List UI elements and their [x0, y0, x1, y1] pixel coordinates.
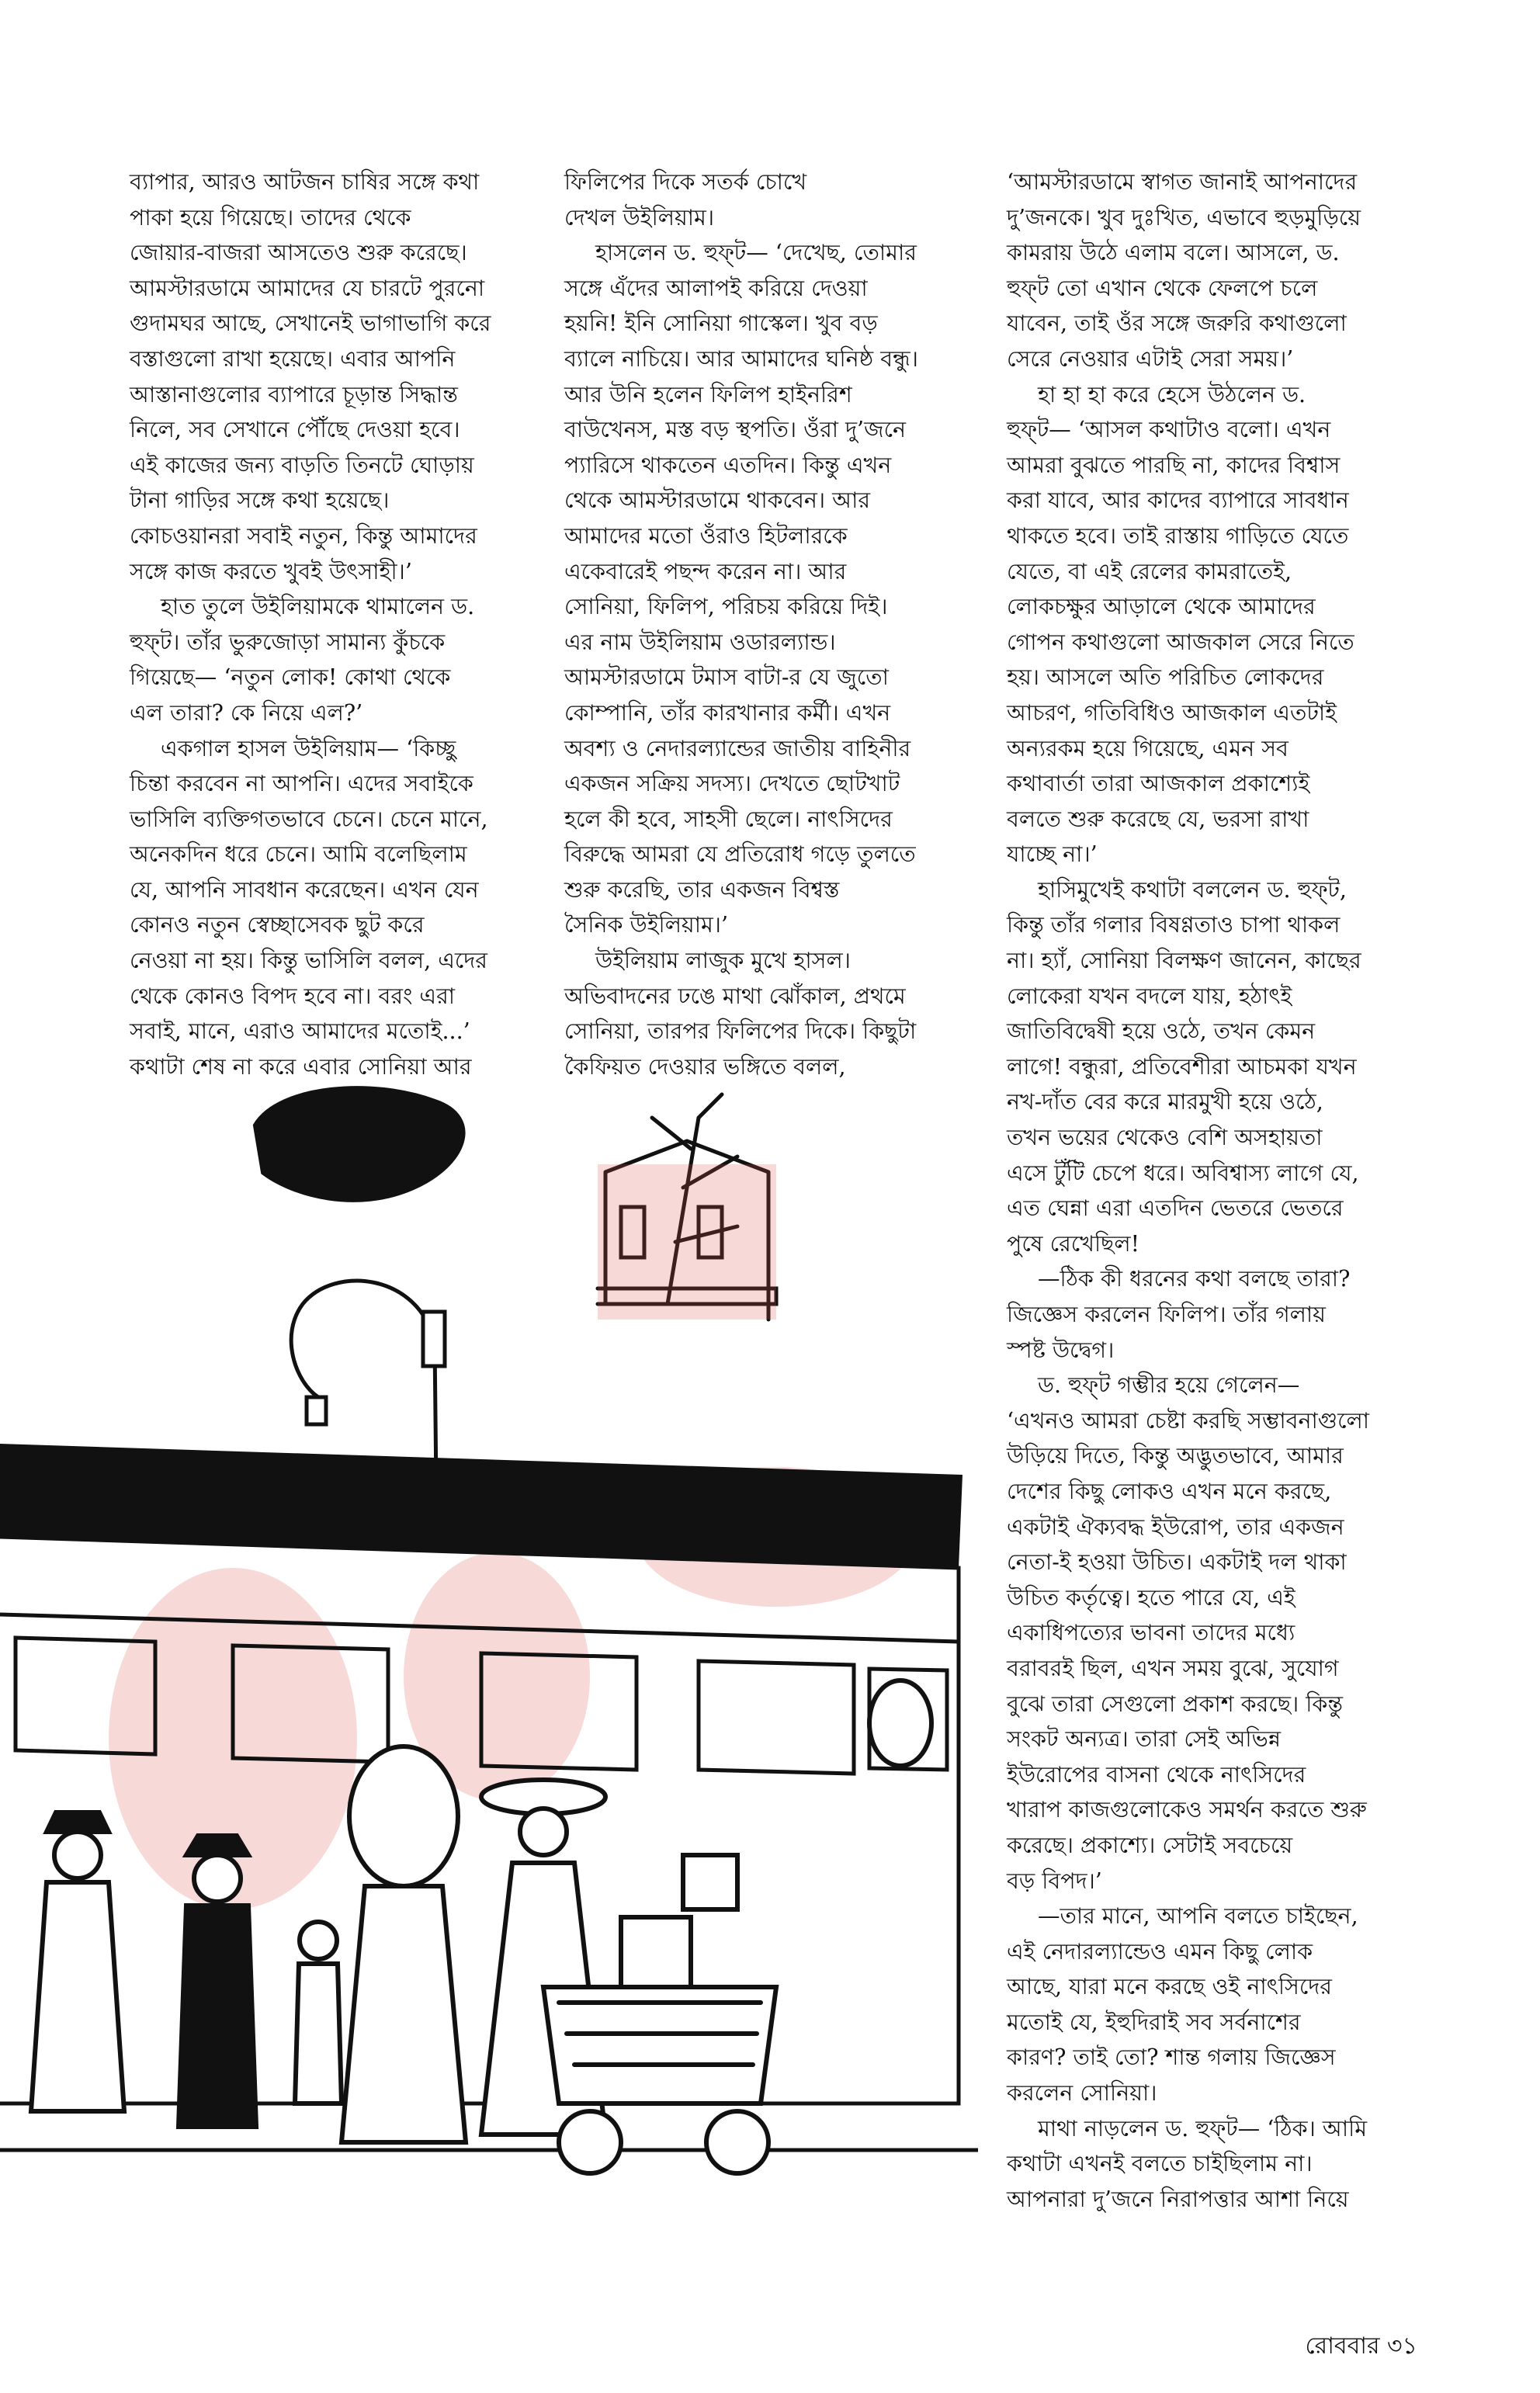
paragraph: হা হা হা করে হেসে উঠলেন ড. হুফ্‌ট— ‘আসল কথাটাও বলো। এখন আমরা বুঝতে পারছি না, কাদের বিশ্বাস করা যাবে, আর কাদের ব্যাপারে সাবধান থাকতে হবে। তাই রাস্তায় গাড়িতে যেতে যেতে, বা এই রেলের কামরাতেই, লোকচক্ষুর আড়ালে থেকে আমাদের গোপন কথাগুলো আজকাল সেরে নিতে হয়। আসলে অতি পরিচিত লোকদের আচরণ, গতিবিধিও আজকাল এতটাই অন্যরকম হয়ে গিয়েছে, এমন সব কথাবার্তা তারা আজকাল প্রকাশ্যেই বলতে শুরু করেছে যে, ভরসা রাখা যাচ্ছে না।’ — [1007, 381, 1354, 868]
paragraph: উইলিয়াম লাজুক মুখে হাসল। অভিবাদনের ঢঙে মাথা ঝোঁকাল, প্রথমে সোনিয়া, তারপর ফিলিপের দিকে। কিছুটা কৈফিয়ত দেওয়ার ভঙ্গিতে বলল, — [564, 948, 917, 1080]
paragraph: একগাল হাসল উইলিয়াম— ‘কিচ্ছু চিন্তা করবেন না আপনি। এদের সবাইকে ভাসিলি ব্যক্তিগতভাবে চেনে। চেনে মানে, অনেকদিন ধরে চেনে। আমি বলেছিলাম যে, আপনি সাবধান করেছেন। এখন যেন কোনও নতুন স্বেচ্ছাসেবক ছুট করে নেওয়া না হয়। কিন্তু ভাসিলি বলল, এদের থেকে কোনও বিপদ হবে না। বরং এরা সবাই, মানে, এরাও আমাদের মতোই...’ কথাটা শেষ না করে এবার সোনিয়া আর — [130, 735, 488, 1080]
text-column-3 — [1007, 165, 1441, 2217]
paragraph: ড. হুফ্‌ট গম্ভীর হয়ে গেলেন— ‘এখনও আমরা চেষ্টা করছি সম্ভাবনাগুলো উড়িয়ে দিতে, কিন্তু অদ্ভুতভাবে, আমার দেশের কিছু লোকও এখন মনে করছে, একটাই ঐক্যবদ্ধ ইউরোপ, তার একজন নেতা-ই হওয়া উচিত। একটাই দল থাকা উচিত কর্তৃত্বে। হতে পারে যে, এই একাধিপত্যের ভাবনা তাদের মধ্যে বরাবরই ছিল, এখন সময় বুঝে, সুযোগ বুঝে তারা সেগুলো প্রকাশ করছে। কিন্তু সংকট অন্যত্র। তারা সেই অভিন্ন ইউরোপের বাসনা থেকে নাৎসিদের খারাপ কাজগুলোকেও সমর্থন করতে শুরু করেছে। প্রকাশ্যে। সেটাই সবচেয়ে বড় বিপদ।’ — [1007, 1372, 1370, 1894]
paragraph: ফিলিপের দিকে সতর্ক চোখে দেখল উইলিয়াম। — [564, 169, 807, 231]
paragraph: ব্যাপার, আরও আটজন চাষির সঙ্গে কথা পাকা হয়ে গিয়েছে। তাদের থেকে জোয়ার-বাজরা আসতেও শুরু করেছে। আমস্টারডামে আমাদের যে চারটে পুরনো গুদামঘর আছে, সেখানেই ভাগাভাগি করে বস্তাগুলো রাখা হয়েছে। এবার আপনি আস্তানাগুলোর ব্যাপারে চূড়ান্ত সিদ্ধান্ত নিলে, সব সেখানে পৌঁছে দেওয়া হবে। এই কাজের জন্য বাড়তি তিনটে ঘোড়ায় টানা গাড়ির সঙ্গে কথা হয়েছে। কোচওয়ানরা সবাই নতুন, কিন্তু আমাদের সঙ্গে কাজ করতে খুবই উৎসাহী।’ — [130, 169, 491, 584]
paragraph: —ঠিক কী ধরনের কথা বলছে তারা? জিজ্ঞেস করলেন ফিলিপ। তাঁর গলায় স্পষ্ট উদ্বেগ। — [1007, 1266, 1351, 1363]
paragraph: মাথা নাড়লেন ড. হুফ্‌ট— ‘ঠিক। আমি কথাটা এখনই বলতে চাইছিলাম না। আপনারা দু’জনে নিরাপত্তার আশা নিয়ে — [1007, 2115, 1368, 2212]
paragraph: হাসিমুখেই কথাটা বললেন ড. হুফ্‌ট, কিন্তু তাঁর গলার বিষণ্ণতাও চাপা থাকল না। হ্যাঁ, সোনিয়া বিলক্ষণ জানেন, কাছের লোকেরা যখন বদলে যায়, হঠাৎই জাতিবিদ্বেষী হয়ে ওঠে, তখন কেমন লাগে! বন্ধুরা, প্রতিবেশীরা আচমকা যখন নখ-দাঁত বের করে মারমুখী হয়ে ওঠে, তখন ভয়ের থেকেও বেশি অসহায়তা এসে টুঁটি চেপে ধরে। অবিশ্বাস্য লাগে যে, এত ঘেন্না এরা এতদিন ভেতরে ভেতরে পুষে রেখেছিল! — [1007, 876, 1361, 1257]
paragraph: হাত তুলে উইলিয়ামকে থামালেন ড. হুফ্‌ট। তাঁর ভুরুজোড়া সামান্য কুঁচকে গিয়েছে— ‘নতুন লোক! কোথা থেকে এল তারা? কে নিয়ে এল?’ — [130, 594, 475, 726]
paragraph: ‘আমস্টারডামে স্বাগত জানাই আপনাদের দু’জনকে। খুব দুঃখিত, এভাবে হুড়মুড়িয়ে কামরায় উঠে এলাম বলে। আসলে, ড. হুফ্‌ট তো এখান থেকে ফেলপে চলে যাবেন, তাই ওঁর সঙ্গে জরুরি কথাগুলো সেরে নেওয়ার এটাই সেরা সময়।’ — [1007, 169, 1361, 372]
paragraph: —তার মানে, আপনি বলতে চাইছেন, এই নেদারল্যান্ডেও এমন কিছু লোক আছে, যারা মনে করছে ওই নাৎসিদের মতোই যে, ইহুদিরাই সব সর্বনাশের কারণ? তাই তো? শান্ত গলায় জিজ্ঞেস করলেন সোনিয়া। — [1007, 1903, 1358, 2107]
train-station-sketch-icon — [0, 1071, 986, 2313]
page-footer-folio: রোববার ৩১ — [1305, 2332, 1417, 2360]
text-column-2 — [564, 165, 1007, 1084]
paragraph: হাসলেন ড. হুফ্‌ট— ‘দেখেছ, তোমার সঙ্গে এঁদের আলাপই করিয়ে দেওয়া হয়নি! ইনি সোনিয়া গাস্কেল। খুব বড় ব্যালে নাচিয়ে। আর আমাদের ঘনিষ্ঠ বন্ধু। আর উনি হলেন ফিলিপ হাইনরিশ বাউখেনস, মস্ত বড় স্থপতি। ওঁরা দু’জনে প্যারিসে থাকতেন এতদিন। কিন্তু এখন থেকে আমস্টারডামে থাকবেন। আর আমাদের মতো ওঁরাও হিটলারকে একেবারেই পছন্দ করেন না। আর সোনিয়া, ফিলিপ, পরিচয় করিয়ে দিই। এর নাম উইলিয়াম ওডারল্যান্ড। আমস্টারডামে টমাস বাটা-র যে জুতো কোম্পানি, তাঁর কারখানার কর্মী। এখন অবশ্য ও নেদারল্যান্ডের জাতীয় বাহিনীর একজন সক্রিয় সদস্য। দেখতে ছোটখাট হলে কী হবে, সাহসী ছেলে। নাৎসিদের বিরুদ্ধে আমরা যে প্রতিরোধ গড়ে তুলতে শুরু করেছি, তার একজন বিশ্বস্ত সৈনিক উইলিয়াম।’ — [564, 240, 918, 938]
text-column-1 — [130, 165, 564, 1084]
